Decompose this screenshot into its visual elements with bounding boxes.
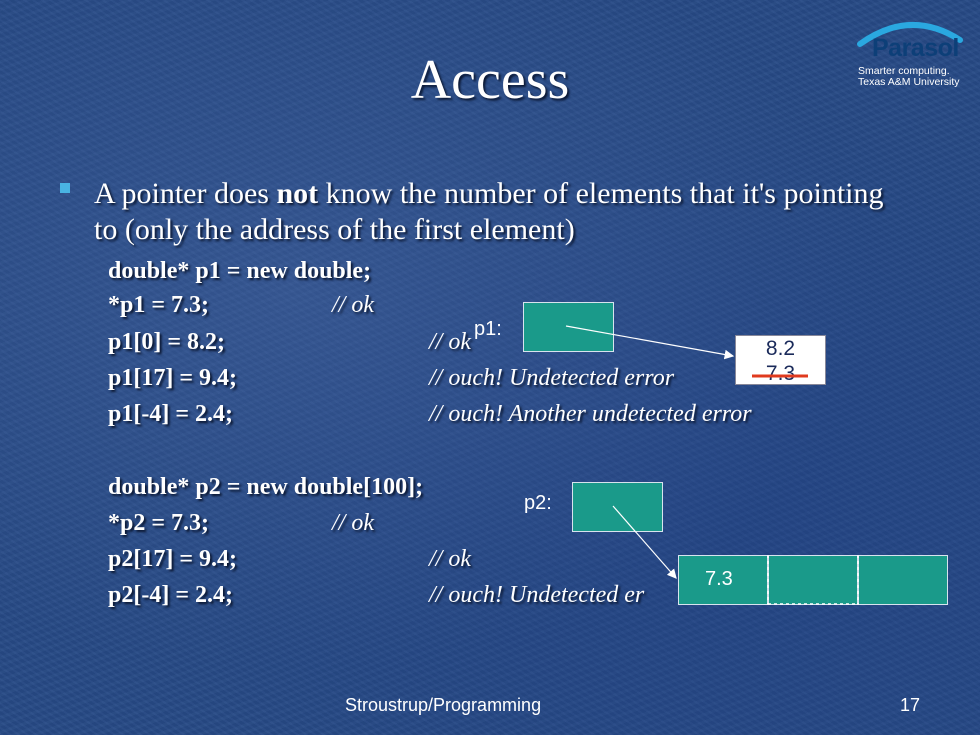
code-comment: // ouch! Undetected er <box>429 582 645 608</box>
code-line: double* p1 = new double; <box>108 258 372 284</box>
logo-institution: Texas A&M University <box>858 76 960 88</box>
bullet-square-icon <box>60 183 70 193</box>
logo-tagline-line: Smarter computing. <box>858 65 950 77</box>
code-line: p2[-4] = 2.4; <box>108 582 233 608</box>
code-comment: // ouch! Another undetected error <box>429 401 752 427</box>
footer-source: Stroustrup/Programming <box>345 695 542 715</box>
p1-new-value: 8.2 <box>765 337 796 360</box>
code-comment: // ok <box>429 329 471 355</box>
code-line: p1[-4] = 2.4; <box>108 401 233 427</box>
p1-label: p1: <box>474 318 502 340</box>
code-line: double* p2 = new double[100]; <box>108 474 424 500</box>
code-line: p2[17] = 9.4; <box>108 546 237 572</box>
p2-label: p2: <box>524 492 552 514</box>
code-line: *p1 = 7.3; <box>108 292 210 318</box>
p1-pointer-cell <box>523 302 614 352</box>
parasol-logo <box>852 14 968 94</box>
code-comment: // ok <box>332 510 374 536</box>
code-line: *p2 = 7.3; <box>108 510 210 536</box>
p1-target-cell <box>735 335 826 385</box>
logo-name: Parasol <box>872 34 959 62</box>
bullet-text-pre: A pointer does <box>94 177 277 210</box>
code-comment: // ok <box>332 292 374 318</box>
code-line: p1[0] = 8.2; <box>108 329 225 355</box>
p1-old-value: 7.3 <box>765 362 796 384</box>
p2-array-cell <box>858 555 948 605</box>
code-comment: // ok <box>429 546 471 572</box>
p2-array-cell-first <box>678 555 768 605</box>
p2-first-value: 7.3 <box>705 568 733 590</box>
slide-title: Access <box>410 49 570 111</box>
bullet-text-bold: not <box>276 177 319 210</box>
code-line: p1[17] = 9.4; <box>108 365 237 391</box>
p2-array-cell <box>768 555 858 605</box>
page-number: 17 <box>900 695 921 715</box>
bullet-text <box>94 176 894 248</box>
logo-tagline <box>858 66 960 88</box>
code-comment: // ouch! Undetected error <box>429 365 675 391</box>
p2-pointer-cell <box>572 482 663 532</box>
bullet-text-post: know the number of elements that it's pointing to (only the address of the first element) <box>94 177 884 246</box>
